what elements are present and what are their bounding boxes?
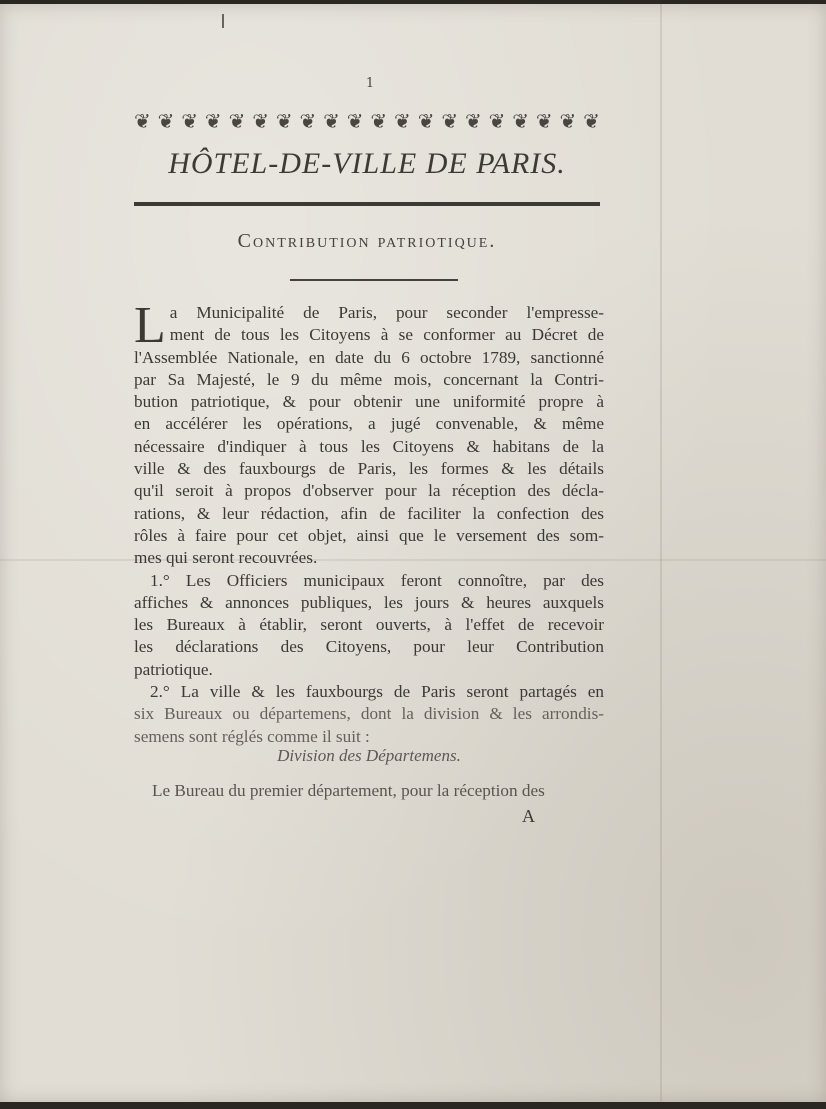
margin-mark <box>222 14 224 28</box>
intro-line: rations, & leur rédaction, afin de faciliter la confection des <box>134 503 604 523</box>
article-2-line: semens sont réglés comme il suit : <box>134 726 370 746</box>
fleuron-icon: ❦ <box>559 109 577 133</box>
fleuron-icon: ❦ <box>464 109 482 133</box>
fleuron-icon: ❦ <box>583 109 600 133</box>
subtitle-rule <box>290 279 458 281</box>
intro-line: nécessaire d'indiquer à tous les Citoyens & habitans de la <box>134 436 604 456</box>
fleuron-icon: ❦ <box>323 109 340 133</box>
intro-line: l'Assemblée Nationale, en date du 6 octobre 1789, sanctionné <box>134 347 604 367</box>
article-1-line: affiches & annonces publiques, les jours & heures auxquels <box>134 592 604 612</box>
page-number: 1 <box>365 76 375 91</box>
continuation-line: Le Bureau du premier département, pour la réception des <box>152 781 545 800</box>
fleur-de-lis-ornament-band <box>134 108 600 134</box>
fleuron-icon: ❦ <box>535 109 553 133</box>
article-1-line: 1.° Les Officiers municipaux feront connoître, par des <box>150 570 604 590</box>
section-heading: Division des Départemens. <box>277 746 461 765</box>
title-rule <box>134 202 600 206</box>
fleuron-icon: ❦ <box>228 109 246 133</box>
fleuron-icon: ❦ <box>417 109 435 133</box>
intro-line: bution patriotique, & pour obtenir une uniformité propre à <box>134 392 604 412</box>
article-2 <box>134 681 604 748</box>
fleuron-icon: ❦ <box>299 109 317 133</box>
intro-line: ville & des fauxbourgs de Paris, les formes & les détails <box>134 459 604 479</box>
fleuron-icon: ❦ <box>157 109 175 133</box>
fleuron-icon: ❦ <box>441 109 459 133</box>
fleuron-icon: ❦ <box>181 109 199 133</box>
intro-line: rôles à faire pour cet objet, ainsi que le versement des som- <box>134 525 604 545</box>
article-1-line: les déclarations des Citoyens, pour leur Contribution <box>134 637 604 657</box>
document-body <box>134 297 604 748</box>
fleuron-icon: ❦ <box>346 109 364 133</box>
fleuron-icon: ❦ <box>488 109 506 133</box>
document-subtitle: Contribution patriotique. <box>237 230 497 252</box>
intro-line: par Sa Majesté, le 9 du même mois, concernant la Contri- <box>134 369 604 389</box>
intro-paragraph <box>134 297 604 570</box>
fold-crease-vertical <box>660 4 662 1102</box>
article-1-line: les Bureaux à établir, seront ouverts, à l'effet de recevoir <box>134 615 604 635</box>
fleuron-icon: ❦ <box>134 109 151 133</box>
fleuron-icon: ❦ <box>252 109 269 133</box>
intro-line: a Municipalité de Paris, pour seconder l'empresse- <box>169 303 604 322</box>
fleuron-icon: ❦ <box>204 109 222 133</box>
fleuron-icon: ❦ <box>370 109 388 133</box>
intro-line: ment de tous les Citoyens à se conformer au Décret de <box>169 325 604 345</box>
intro-line: en accélérer les opérations, a jugé convenable, & même <box>134 414 604 434</box>
fleuron-icon: ❦ <box>275 109 293 133</box>
document-title: HÔTEL-DE-VILLE DE PARIS. <box>168 147 566 180</box>
signature-mark: A <box>522 806 535 826</box>
intro-line: mes qui seront recouvrées. <box>134 548 318 568</box>
intro-line: qu'il seroit à propos d'observer pour la réception des décla- <box>134 481 604 501</box>
article-2-line: 2.° La ville & les fauxbourgs de Paris seront partagés en <box>150 682 604 702</box>
article-1 <box>134 570 604 681</box>
fleuron-icon: ❦ <box>394 109 411 133</box>
paper-sheet <box>0 4 826 1102</box>
article-2-line: six Bureaux ou départemens, dont la division & les arrondis- <box>134 704 604 724</box>
article-1-line: patriotique. <box>134 659 213 679</box>
drop-cap: L <box>134 297 166 354</box>
fleuron-icon: ❦ <box>512 109 530 133</box>
